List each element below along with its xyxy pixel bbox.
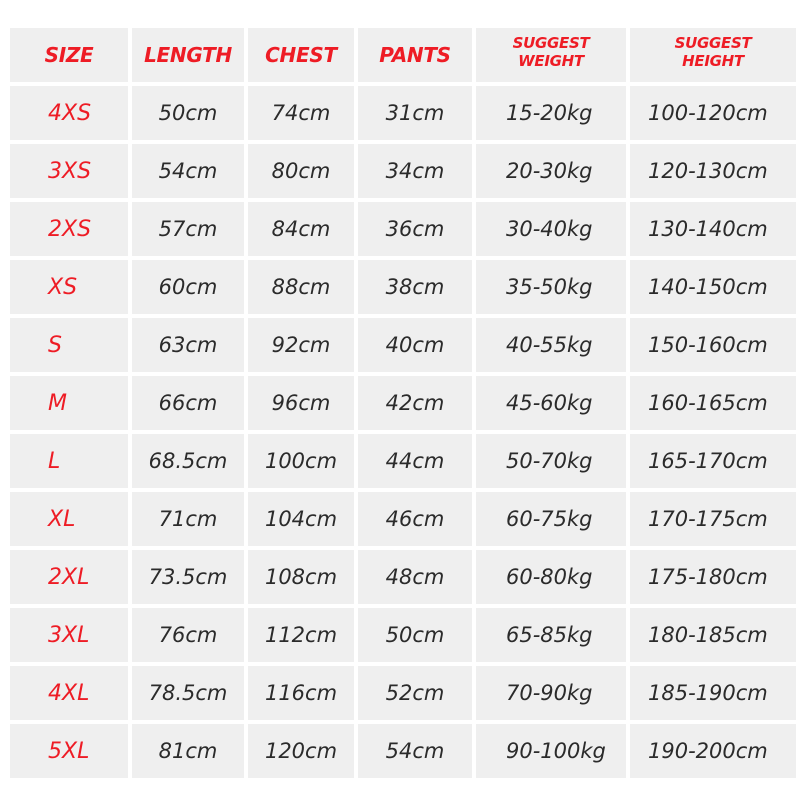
pants-cell-value: 36cm — [385, 217, 445, 241]
header-height-line2: HEIGHT — [682, 52, 744, 70]
chest-cell-value: 80cm — [271, 159, 331, 183]
weight-cell-value: 65-85kg — [506, 623, 593, 647]
size-cell-value: 2XL — [48, 564, 90, 590]
height-cell — [630, 376, 796, 430]
weight-cell-value: 45-60kg — [506, 391, 593, 415]
length-cell — [132, 550, 244, 604]
height-cell-value: 140-150cm — [648, 275, 768, 299]
length-cell — [132, 492, 244, 546]
weight-cell-value: 35-50kg — [506, 275, 593, 299]
header-length — [132, 28, 244, 82]
weight-cell — [476, 550, 626, 604]
chest-cell — [248, 202, 354, 256]
chest-cell-value: 100cm — [264, 449, 338, 473]
weight-cell-value: 70-90kg — [506, 681, 593, 705]
height-cell — [630, 318, 796, 372]
height-cell — [630, 724, 796, 778]
height-cell — [630, 144, 796, 198]
weight-cell — [476, 724, 626, 778]
size-cell — [10, 376, 128, 430]
pants-cell-value: 34cm — [385, 159, 445, 183]
header-chest — [248, 28, 354, 82]
size-cell — [10, 550, 128, 604]
length-cell — [132, 202, 244, 256]
height-cell-value: 180-185cm — [648, 623, 768, 647]
length-cell-value: 73.5cm — [148, 565, 228, 589]
chest-cell — [248, 260, 354, 314]
weight-cell — [476, 608, 626, 662]
length-cell-value: 78.5cm — [148, 681, 228, 705]
size-cell — [10, 666, 128, 720]
height-cell-value: 160-165cm — [648, 391, 768, 415]
height-cell-value: 150-160cm — [648, 333, 768, 357]
chest-cell — [248, 608, 354, 662]
weight-cell-value: 20-30kg — [506, 159, 593, 183]
weight-cell — [476, 318, 626, 372]
weight-cell — [476, 86, 626, 140]
pants-cell — [358, 144, 472, 198]
chest-cell — [248, 318, 354, 372]
chest-cell — [248, 492, 354, 546]
header-weight-line1: SUGGEST — [512, 34, 590, 52]
pants-cell-value: 52cm — [385, 681, 445, 705]
chest-cell — [248, 144, 354, 198]
weight-cell-value: 60-80kg — [506, 565, 593, 589]
length-cell — [132, 260, 244, 314]
size-cell-value: 2XS — [48, 216, 92, 242]
size-cell — [10, 492, 128, 546]
chest-cell — [248, 666, 354, 720]
pants-cell — [358, 492, 472, 546]
height-cell-value: 190-200cm — [648, 739, 768, 763]
length-cell-value: 68.5cm — [148, 449, 228, 473]
header-suggest-weight — [476, 28, 626, 82]
pants-cell — [358, 202, 472, 256]
pants-cell-value: 50cm — [385, 623, 445, 647]
length-cell — [132, 724, 244, 778]
height-cell-value: 175-180cm — [648, 565, 768, 589]
weight-cell-value: 50-70kg — [506, 449, 593, 473]
length-cell-value: 63cm — [158, 333, 218, 357]
height-cell — [630, 608, 796, 662]
pants-cell-value: 46cm — [385, 507, 445, 531]
header-weight-line2: WEIGHT — [518, 52, 584, 70]
pants-cell — [358, 666, 472, 720]
size-cell — [10, 202, 128, 256]
height-cell — [630, 434, 796, 488]
length-cell — [132, 434, 244, 488]
height-cell — [630, 202, 796, 256]
pants-cell — [358, 550, 472, 604]
weight-cell-value: 30-40kg — [506, 217, 593, 241]
height-cell-value: 185-190cm — [648, 681, 768, 705]
size-cell-value: 4XL — [48, 680, 90, 706]
length-cell-value: 57cm — [158, 217, 218, 241]
header-height-line1: SUGGEST — [674, 34, 752, 52]
chest-cell-value: 92cm — [271, 333, 331, 357]
size-cell-value: XS — [48, 274, 78, 300]
pants-cell-value: 31cm — [385, 101, 445, 125]
weight-cell-value: 15-20kg — [506, 101, 593, 125]
size-cell-value: M — [48, 390, 67, 416]
height-cell-value: 165-170cm — [648, 449, 768, 473]
size-cell-value: S — [48, 332, 62, 358]
pants-cell — [358, 318, 472, 372]
height-cell-value: 100-120cm — [648, 101, 768, 125]
pants-cell — [358, 724, 472, 778]
length-cell-value: 66cm — [158, 391, 218, 415]
size-chart-table — [10, 28, 796, 778]
height-cell — [630, 550, 796, 604]
pants-cell — [358, 608, 472, 662]
size-cell-value: 3XS — [48, 158, 92, 184]
chest-cell — [248, 434, 354, 488]
chest-cell — [248, 724, 354, 778]
height-cell — [630, 86, 796, 140]
weight-cell — [476, 666, 626, 720]
length-cell — [132, 608, 244, 662]
weight-cell-value: 60-75kg — [506, 507, 593, 531]
header-size — [10, 28, 128, 82]
length-cell-value: 81cm — [158, 739, 218, 763]
pants-cell — [358, 376, 472, 430]
header-suggest-height — [630, 28, 796, 82]
weight-cell — [476, 434, 626, 488]
size-cell-value: 4XS — [48, 100, 92, 126]
chest-cell-value: 112cm — [264, 623, 338, 647]
chest-cell-value: 116cm — [264, 681, 338, 705]
height-cell — [630, 260, 796, 314]
chest-cell-value: 104cm — [264, 507, 338, 531]
size-cell — [10, 608, 128, 662]
length-cell-value: 76cm — [158, 623, 218, 647]
height-cell-value: 170-175cm — [648, 507, 768, 531]
chest-cell-value: 96cm — [271, 391, 331, 415]
pants-cell-value: 38cm — [385, 275, 445, 299]
weight-cell — [476, 376, 626, 430]
size-cell-value: 3XL — [48, 622, 90, 648]
length-cell — [132, 666, 244, 720]
pants-cell-value: 54cm — [385, 739, 445, 763]
pants-cell — [358, 434, 472, 488]
chest-cell — [248, 550, 354, 604]
chest-cell — [248, 86, 354, 140]
weight-cell-value: 40-55kg — [506, 333, 593, 357]
size-cell — [10, 144, 128, 198]
pants-cell — [358, 260, 472, 314]
size-cell — [10, 86, 128, 140]
size-cell — [10, 434, 128, 488]
length-cell — [132, 318, 244, 372]
pants-cell — [358, 86, 472, 140]
length-cell-value: 54cm — [158, 159, 218, 183]
weight-cell-value: 90-100kg — [506, 739, 606, 763]
size-cell — [10, 724, 128, 778]
length-cell-value: 60cm — [158, 275, 218, 299]
length-cell — [132, 144, 244, 198]
length-cell — [132, 86, 244, 140]
header-size-label: SIZE — [44, 43, 94, 67]
weight-cell — [476, 202, 626, 256]
height-cell — [630, 666, 796, 720]
pants-cell-value: 40cm — [385, 333, 445, 357]
pants-cell-value: 44cm — [385, 449, 445, 473]
header-chest-label: CHEST — [265, 43, 337, 67]
size-cell-value: L — [48, 448, 61, 474]
size-cell-value: 5XL — [48, 738, 90, 764]
header-pants — [358, 28, 472, 82]
chest-cell-value: 74cm — [271, 101, 331, 125]
weight-cell — [476, 144, 626, 198]
weight-cell — [476, 492, 626, 546]
length-cell-value: 50cm — [158, 101, 218, 125]
size-cell — [10, 260, 128, 314]
weight-cell — [476, 260, 626, 314]
header-pants-label: PANTS — [379, 43, 451, 67]
pants-cell-value: 48cm — [385, 565, 445, 589]
length-cell-value: 71cm — [158, 507, 218, 531]
height-cell-value: 130-140cm — [648, 217, 768, 241]
chest-cell-value: 120cm — [264, 739, 338, 763]
chest-cell-value: 88cm — [271, 275, 331, 299]
pants-cell-value: 42cm — [385, 391, 445, 415]
header-length-label: LENGTH — [144, 43, 232, 67]
height-cell-value: 120-130cm — [648, 159, 768, 183]
size-cell — [10, 318, 128, 372]
length-cell — [132, 376, 244, 430]
height-cell — [630, 492, 796, 546]
chest-cell-value: 84cm — [271, 217, 331, 241]
chest-cell — [248, 376, 354, 430]
chest-cell-value: 108cm — [264, 565, 338, 589]
size-cell-value: XL — [48, 506, 76, 532]
